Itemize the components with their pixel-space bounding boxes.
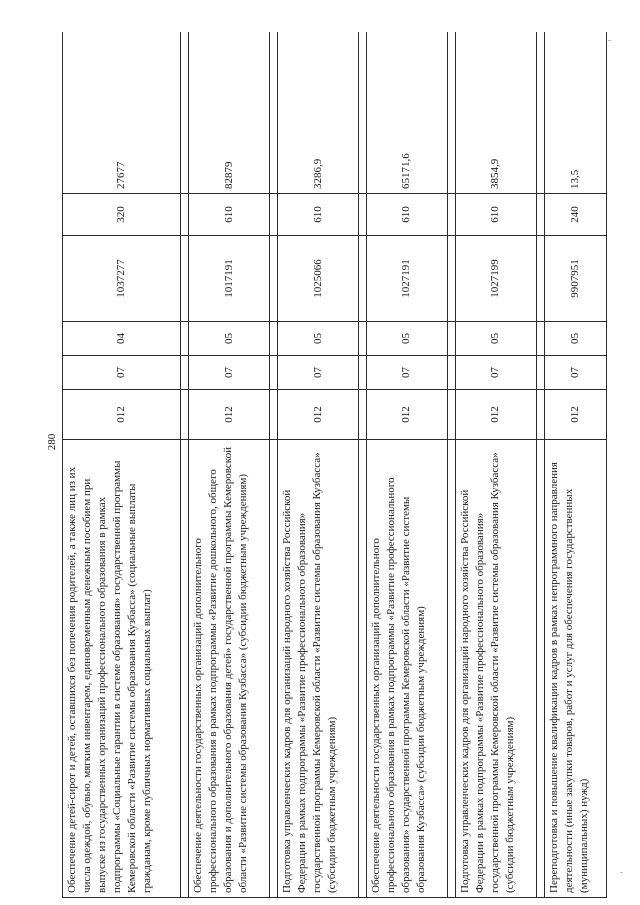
scan-speck: [608, 40, 611, 41]
separator-cell: [181, 390, 189, 440]
row-gr-code: 012: [63, 390, 181, 440]
row-gr-code: 012: [189, 390, 270, 440]
row-sum: 3854,9: [455, 32, 536, 194]
budget-table: [62, 32, 607, 898]
row-sum: 27677: [63, 32, 181, 194]
row-description: Переподготовка и повышение квалификации кадров в рамках непрограммного направления деятельности (иные закупки товаров, работ и услуг для обеспечения государственных (муниципальных) нужд): [544, 440, 606, 898]
separator-cell: [447, 390, 455, 440]
separator-cell: [358, 194, 366, 236]
separator-cell: [447, 440, 455, 898]
row-cs-code: 1027191: [366, 236, 447, 322]
row-rz-code: 07: [544, 356, 606, 390]
separator-cell: [358, 322, 366, 356]
row-vr-code: 610: [189, 194, 270, 236]
row-description: Подготовка управленческих кадров для организаций народного хозяйства Российской Федерации в рамках подпрограммы «Развитие профессионального образования» государственной программы Кемеровской области «Развитие системы образования Кузбасса» (субсидии бюджетным учреждениям): [455, 440, 536, 898]
separator-cell: [270, 440, 278, 898]
row-gr-code: 012: [544, 390, 606, 440]
table-row: [455, 32, 536, 898]
row-rz-code: 07: [189, 356, 270, 390]
separator-cell: [536, 440, 544, 898]
table-row: [278, 32, 359, 898]
row-gr-code: 012: [278, 390, 359, 440]
row-rz-code: 07: [455, 356, 536, 390]
row-pr-code: 05: [278, 322, 359, 356]
row-separator: [270, 32, 278, 898]
row-description: Обеспечение деятельности государственных организаций дополнительного профессионального образования в рамках подпрограммы «Развитие профессионального образования» государственной программы Кемеровской области «Развитие системы образования Кузбасса» (субсидии бюджетным учреждениям): [366, 440, 447, 898]
separator-cell: [181, 322, 189, 356]
row-vr-code: 610: [366, 194, 447, 236]
scan-speck: [620, 872, 623, 873]
row-pr-code: 05: [189, 322, 270, 356]
separator-cell: [447, 322, 455, 356]
row-vr-code: 610: [278, 194, 359, 236]
separator-cell: [270, 236, 278, 322]
separator-cell: [270, 32, 278, 194]
separator-cell: [358, 390, 366, 440]
row-cs-code: 1017191: [189, 236, 270, 322]
separator-cell: [181, 32, 189, 194]
page-number: 280: [46, 433, 58, 451]
row-pr-code: 05: [455, 322, 536, 356]
budget-sheet: [62, 32, 607, 898]
row-cs-code: 1037277: [63, 236, 181, 322]
separator-cell: [536, 32, 544, 194]
row-description: Обеспечение деятельности государственных организаций дополнительного профессионального образования в рамках подпрограммы «Развитие дошкольного, общего образования и дополнительного образования детей» государственной программы Кемеровской области «Развитие системы образования Кузбасса» (субсидии бюджетным учреждениям): [189, 440, 270, 898]
row-separator: [536, 32, 544, 898]
row-separator: [447, 32, 455, 898]
separator-cell: [447, 32, 455, 194]
separator-cell: [447, 356, 455, 390]
row-rz-code: 07: [366, 356, 447, 390]
row-pr-code: 05: [366, 322, 447, 356]
row-gr-code: 012: [366, 390, 447, 440]
separator-cell: [536, 236, 544, 322]
row-vr-code: 610: [455, 194, 536, 236]
separator-cell: [358, 440, 366, 898]
table-row: [544, 32, 606, 898]
row-sum: 13,5: [544, 32, 606, 194]
separator-cell: [181, 236, 189, 322]
row-rz-code: 07: [278, 356, 359, 390]
separator-cell: [358, 356, 366, 390]
row-separator: [181, 32, 189, 898]
row-sum: 3286,9: [278, 32, 359, 194]
row-cs-code: 1025066: [278, 236, 359, 322]
row-description: Обеспечение детей-сирот и детей, оставшихся без попечения родителей, а также лиц из их числа одеждой, обувью, мягким инвентарем, единовременным денежным пособием при выпуске из государственных организаций профессионального образования в рамках подпрограммы «Социальные гарантии в системе образования» государственной программы Кемеровской области «Развитие системы образования Кузбасса» (социальные выплаты гражданам, кроме публичных нормативных социальных выплат): [63, 440, 181, 898]
separator-cell: [358, 236, 366, 322]
separator-cell: [270, 194, 278, 236]
separator-cell: [270, 322, 278, 356]
row-vr-code: 240: [544, 194, 606, 236]
table-row: [366, 32, 447, 898]
separator-cell: [181, 356, 189, 390]
separator-cell: [181, 440, 189, 898]
separator-cell: [536, 390, 544, 440]
separator-cell: [447, 236, 455, 322]
table-row: [63, 32, 181, 898]
row-pr-code: 05: [544, 322, 606, 356]
row-description: Подготовка управленческих кадров для организаций народного хозяйства Российской Федерации в рамках подпрограммы «Развитие профессионального образования» государственной программы Кемеровской области «Развитие системы образования Кузбасса» (субсидии бюджетным учреждениям): [278, 440, 359, 898]
separator-cell: [358, 32, 366, 194]
separator-cell: [536, 356, 544, 390]
row-vr-code: 320: [63, 194, 181, 236]
separator-cell: [270, 390, 278, 440]
table-row: [189, 32, 270, 898]
rotated-page: [62, 32, 607, 898]
row-rz-code: 07: [63, 356, 181, 390]
row-pr-code: 04: [63, 322, 181, 356]
separator-cell: [447, 194, 455, 236]
row-sum: 65171,6: [366, 32, 447, 194]
separator-cell: [270, 356, 278, 390]
row-gr-code: 012: [455, 390, 536, 440]
row-sum: 82879: [189, 32, 270, 194]
row-separator: [358, 32, 366, 898]
separator-cell: [536, 322, 544, 356]
row-cs-code: 9907951: [544, 236, 606, 322]
row-cs-code: 1027199: [455, 236, 536, 322]
separator-cell: [536, 194, 544, 236]
separator-cell: [181, 194, 189, 236]
